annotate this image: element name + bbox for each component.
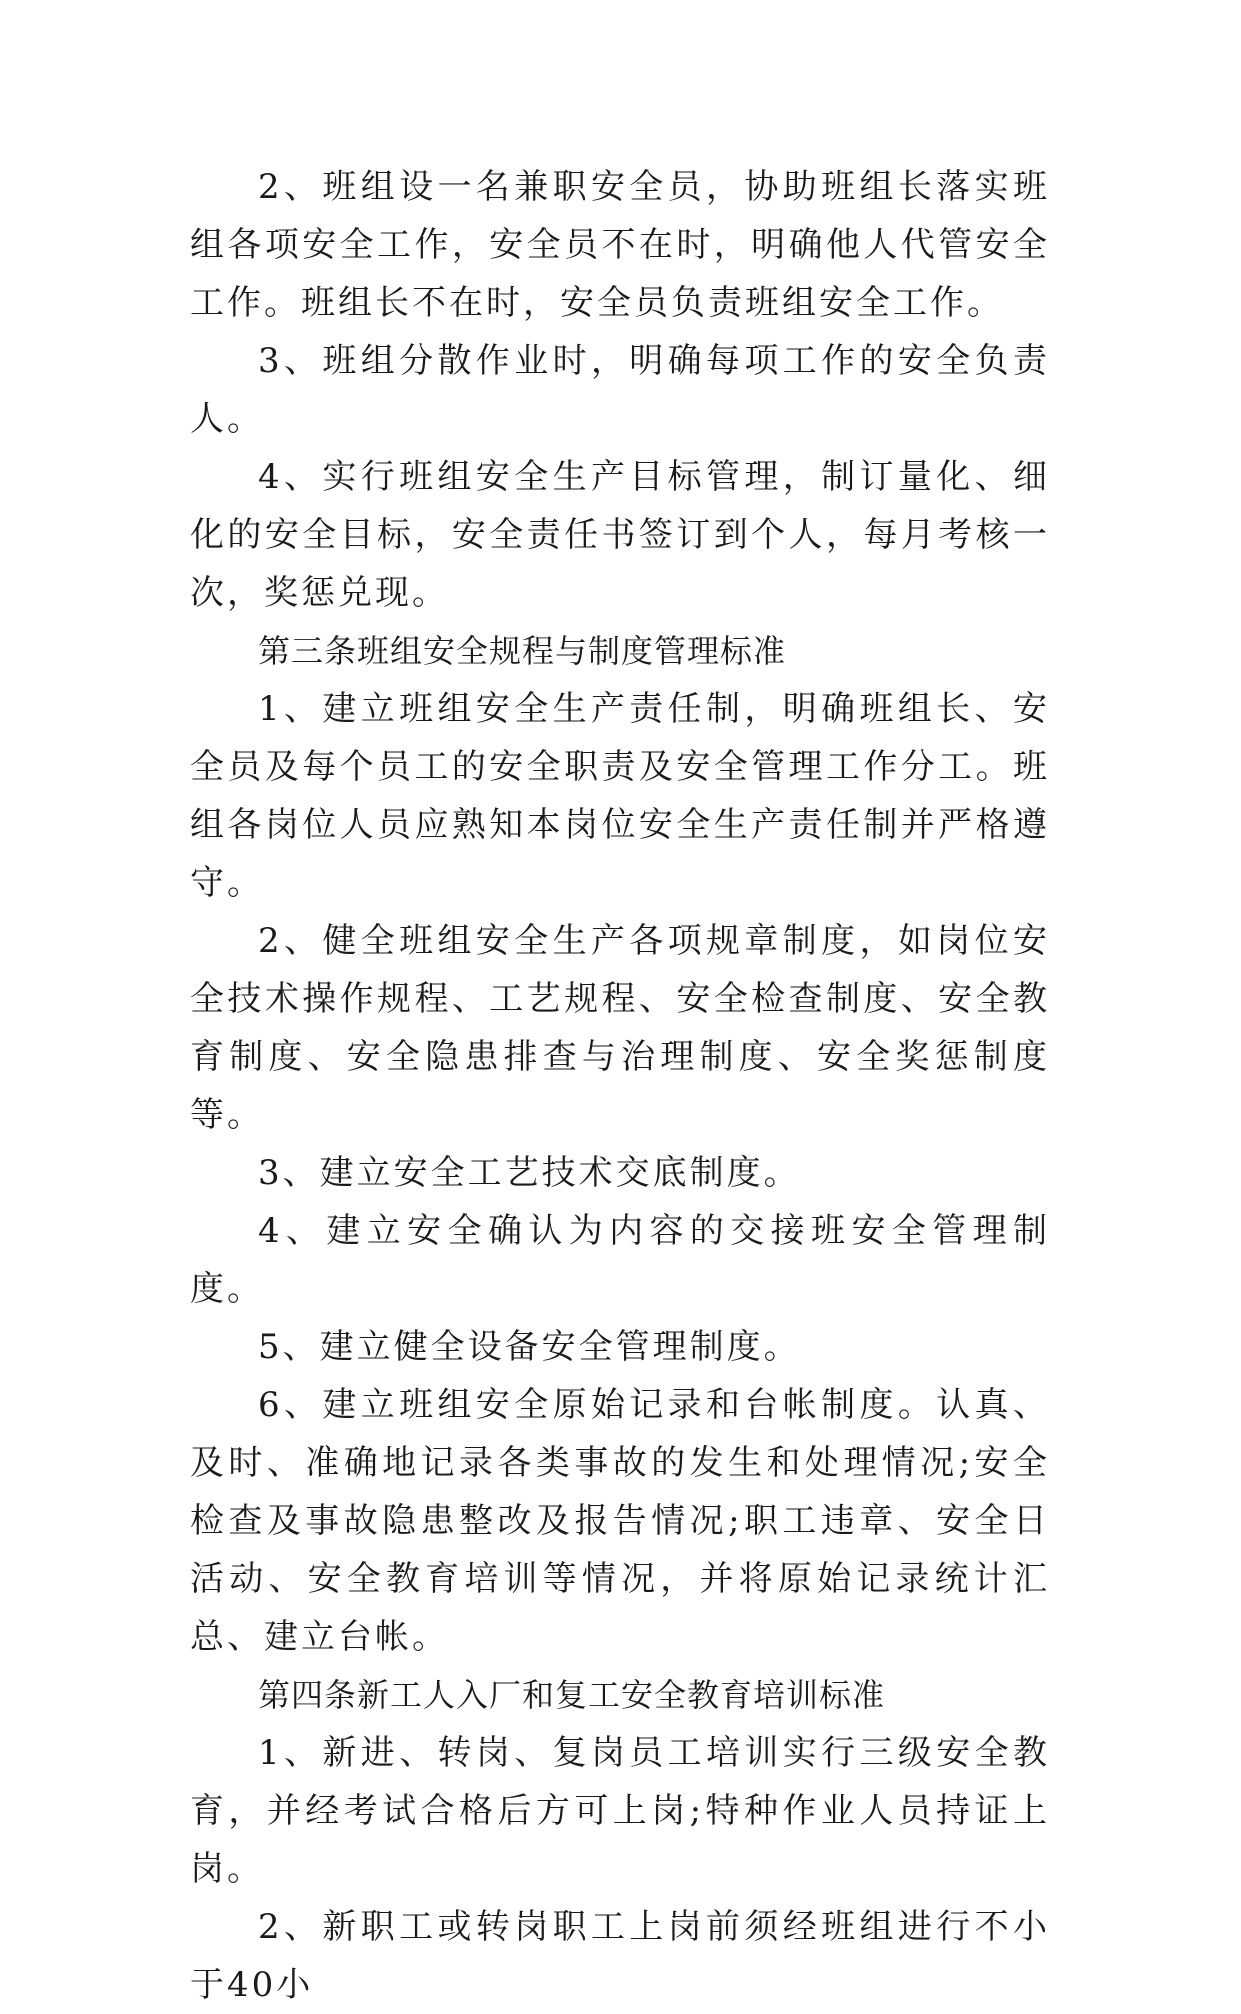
document-body (190, 158, 1050, 2014)
paragraph-article-3-item-1: 1、建立班组安全生产责任制，明确班组长、安全员及每个员工的安全职责及安全管理工作分工。班组各岗位人员应熟知本岗位安全生产责任制并严格遵守。 (190, 689, 1050, 903)
paragraph-article-4-item-1: 1、新进、转岗、复岗员工培训实行三级安全教育，并经考试合格后方可上岗;特种作业人员持证上岗。 (190, 1733, 1050, 1889)
paragraph-article-4-item-2: 2、新职工或转岗职工上岗前须经班组进行不小于40小 (190, 1907, 1050, 2005)
paragraph-article-3-item-6: 6、建立班组安全原始记录和台帐制度。认真、及时、准确地记录各类事故的发生和处理情况;安全检查及事故隐患整改及报告情况;职工违章、安全日活动、安全教育培训等情况，并将原始记录统计汇总、建立台帐。 (190, 1385, 1050, 1657)
paragraph-article-3-item-4: 4、建立安全确认为内容的交接班安全管理制度。 (190, 1211, 1050, 1309)
paragraph-article-3-item-2: 2、健全班组安全生产各项规章制度，如岗位安全技术操作规程、工艺规程、安全检查制度、安全教育制度、安全隐患排查与治理制度、安全奖惩制度等。 (190, 921, 1050, 1135)
paragraph-item-4: 4、实行班组安全生产目标管理，制订量化、细化的安全目标，安全责任书签订到个人，每月考核一次，奖惩兑现。 (190, 457, 1050, 613)
section-heading-article-3: 第三条班组安全规程与制度管理标准 (258, 632, 787, 670)
paragraph-item-3: 3、班组分散作业时，明确每项工作的安全负责人。 (190, 341, 1050, 439)
paragraph-item-2: 2、班组设一名兼职安全员，协助班组长落实班组各项安全工作，安全员不在时，明确他人代管安全工作。班组长不在时，安全员负责班组安全工作。 (190, 167, 1050, 323)
section-heading-article-4: 第四条新工人入厂和复工安全教育培训标准 (258, 1676, 886, 1714)
paragraph-article-3-item-3: 3、建立安全工艺技术交底制度。 (258, 1153, 801, 1193)
paragraph-article-3-item-5: 5、建立健全设备安全管理制度。 (258, 1327, 801, 1367)
